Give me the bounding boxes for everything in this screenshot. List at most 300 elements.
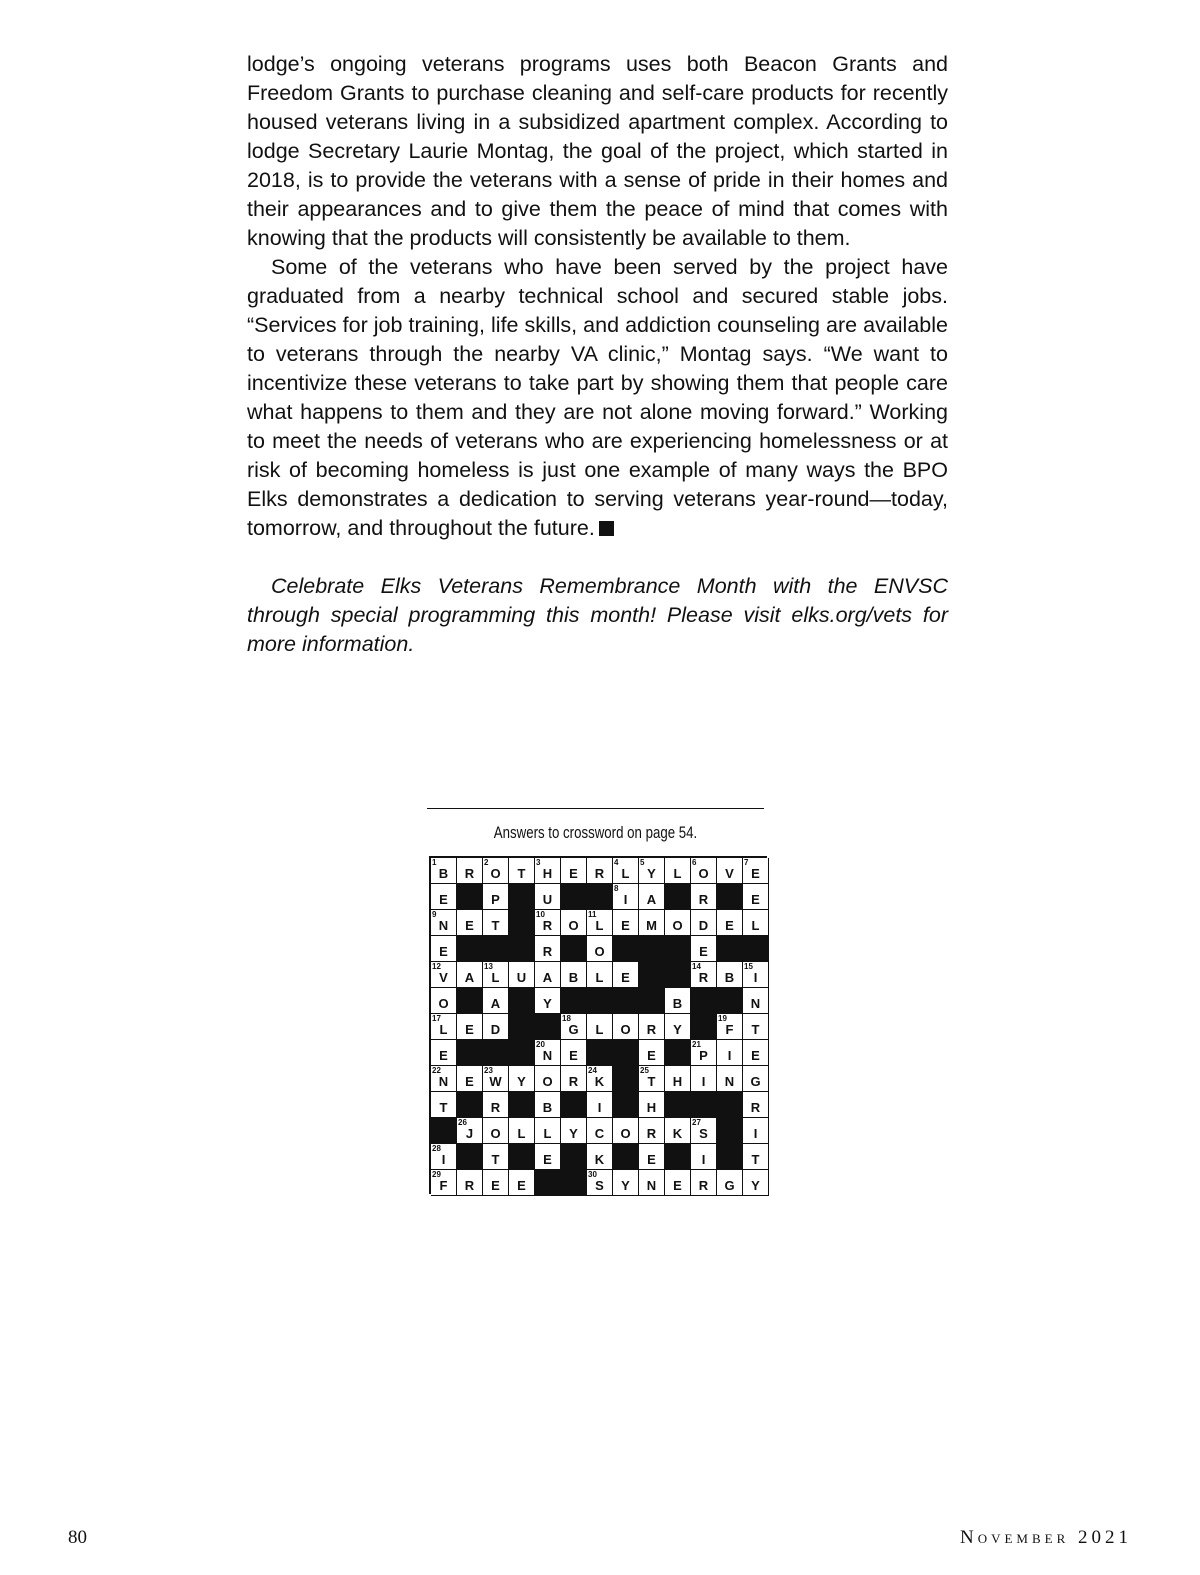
crossword-block [613, 1066, 639, 1092]
crossword-cell [613, 962, 639, 988]
crossword-cell [535, 1040, 561, 1066]
answer-letter: O [698, 866, 709, 881]
clue-number: 17 [432, 1014, 441, 1023]
clue-number: 23 [484, 1066, 493, 1075]
crossword-cell [431, 1014, 457, 1040]
answer-letter: P [491, 892, 500, 907]
clue-number: 27 [692, 1118, 701, 1127]
crossword-cell [691, 858, 717, 884]
crossword-block [457, 936, 483, 962]
crossword-cell [457, 962, 483, 988]
clue-number: 9 [432, 910, 437, 919]
crossword-cell [509, 1066, 535, 1092]
answer-letter: T [517, 866, 526, 881]
answer-letter: Y [673, 1022, 682, 1037]
answer-letter: E [569, 1048, 578, 1063]
crossword-cell [483, 1092, 509, 1118]
crossword-block [743, 936, 769, 962]
answer-letter: I [753, 1126, 758, 1141]
answer-letter: O [568, 918, 579, 933]
answer-letter: O [490, 866, 501, 881]
crossword-cell [639, 910, 665, 936]
crossword-cell [535, 1118, 561, 1144]
crossword-cell [457, 910, 483, 936]
crossword-cell [613, 884, 639, 910]
crossword-cell [535, 962, 561, 988]
crossword-cell [717, 910, 743, 936]
answer-letter: N [542, 1048, 553, 1063]
answer-letter: N [750, 996, 761, 1011]
answer-letter: E [751, 892, 760, 907]
crossword-block [483, 936, 509, 962]
crossword-block [509, 910, 535, 936]
article-body [247, 50, 948, 659]
answer-letter: Y [517, 1074, 526, 1089]
crossword-cell [431, 1144, 457, 1170]
crossword-block [639, 936, 665, 962]
crossword-cell [483, 1170, 509, 1196]
crossword-block [613, 936, 639, 962]
answer-letter: E [699, 944, 708, 959]
crossword-cell [457, 858, 483, 884]
crossword-cell [509, 1118, 535, 1144]
clue-number: 18 [562, 1014, 571, 1023]
crossword-block [717, 988, 743, 1014]
answer-letter: I [441, 1152, 446, 1167]
crossword-cell [431, 1066, 457, 1092]
crossword-cell [535, 858, 561, 884]
crossword-block [639, 988, 665, 1014]
answer-letter: O [438, 996, 449, 1011]
clue-number: 15 [744, 962, 753, 971]
crossword-cell [587, 910, 613, 936]
crossword-cell [639, 1066, 665, 1092]
answer-letter: L [595, 918, 604, 933]
answer-letter: E [673, 1178, 682, 1193]
answer-letter: D [490, 1022, 501, 1037]
clue-number: 13 [484, 962, 493, 971]
crossword-cell [691, 1170, 717, 1196]
crossword-block [587, 988, 613, 1014]
answer-letter: O [490, 1126, 501, 1141]
crossword-cell [431, 988, 457, 1014]
clue-number: 2 [484, 858, 489, 867]
crossword-cell [587, 962, 613, 988]
crossword-cell [613, 910, 639, 936]
answer-letter: L [595, 970, 604, 985]
clue-number: 24 [588, 1066, 597, 1075]
answer-letter: R [698, 892, 709, 907]
answer-letter: S [595, 1178, 604, 1193]
crossword-cell [587, 1118, 613, 1144]
answer-letter: Y [543, 996, 552, 1011]
crossword-cell [535, 1066, 561, 1092]
crossword-cell [743, 1092, 769, 1118]
crossword-block [509, 936, 535, 962]
clue-number: 29 [432, 1170, 441, 1179]
clue-number: 5 [640, 858, 645, 867]
crossword-cell [639, 1040, 665, 1066]
clue-number: 25 [640, 1066, 649, 1075]
crossword-block [535, 1014, 561, 1040]
crossword-cell [717, 962, 743, 988]
answer-letter: R [464, 1178, 475, 1193]
crossword-cell [535, 1144, 561, 1170]
promo-note: Celebrate Elks Veterans Remembrance Month with the ENVSC through special programming this month! Please visit elks.org/vets for more information. [247, 574, 948, 656]
crossword-cell [483, 1144, 509, 1170]
crossword-cell [743, 1014, 769, 1040]
crossword-cell [483, 884, 509, 910]
answer-letter: B [724, 970, 735, 985]
crossword-block [665, 1144, 691, 1170]
clue-number: 28 [432, 1144, 441, 1153]
crossword-cell [457, 1066, 483, 1092]
crossword-cell [691, 910, 717, 936]
crossword-cell [743, 1144, 769, 1170]
crossword-cell [743, 988, 769, 1014]
answer-letter: R [646, 1126, 657, 1141]
crossword-cell [535, 936, 561, 962]
caption-rule [427, 808, 764, 809]
answer-letter: H [672, 1074, 683, 1089]
crossword-cell [665, 1066, 691, 1092]
answer-letter: K [672, 1126, 683, 1141]
answer-letter: G [568, 1022, 579, 1037]
crossword-cell [535, 910, 561, 936]
answer-letter: E [439, 944, 448, 959]
answer-letter: L [517, 1126, 526, 1141]
crossword-cell [639, 1118, 665, 1144]
crossword-block [613, 1040, 639, 1066]
answer-letter: O [620, 1022, 631, 1037]
crossword-cell [743, 1066, 769, 1092]
answer-letter: L [751, 918, 760, 933]
crossword-cell [717, 1066, 743, 1092]
crossword-answer-grid [429, 856, 767, 1194]
answer-letter: E [517, 1178, 526, 1193]
answer-letter: B [542, 1100, 553, 1115]
answer-letter: I [701, 1152, 706, 1167]
crossword-block [665, 962, 691, 988]
crossword-block [561, 1092, 587, 1118]
answer-letter: E [569, 866, 578, 881]
answer-letter: L [543, 1126, 552, 1141]
answer-letter: K [594, 1074, 605, 1089]
crossword-cell [535, 1092, 561, 1118]
crossword-cell [431, 858, 457, 884]
crossword-block [691, 1092, 717, 1118]
crossword-cell [639, 1144, 665, 1170]
answer-letter: E [439, 1048, 448, 1063]
crossword-caption: Answers to crossword on page 54. [493, 823, 698, 842]
crossword-cell [431, 936, 457, 962]
crossword-block [613, 1092, 639, 1118]
answer-letter: B [568, 970, 579, 985]
crossword-cell [561, 1040, 587, 1066]
answer-letter: B [672, 996, 683, 1011]
crossword-block [561, 884, 587, 910]
crossword-cell [561, 910, 587, 936]
crossword-cell [561, 858, 587, 884]
answer-letter: G [750, 1074, 761, 1089]
crossword-block [665, 1092, 691, 1118]
clue-number: 19 [718, 1014, 727, 1023]
crossword-cell [509, 1170, 535, 1196]
crossword-block [717, 1144, 743, 1170]
crossword-block [509, 1144, 535, 1170]
answer-letter: S [699, 1126, 708, 1141]
crossword-cell [587, 936, 613, 962]
crossword-block [587, 1040, 613, 1066]
crossword-cell [457, 1170, 483, 1196]
answer-letter: R [542, 944, 553, 959]
answer-letter: E [439, 892, 448, 907]
crossword-cell [691, 884, 717, 910]
answer-letter: L [673, 866, 682, 881]
crossword-block [509, 1092, 535, 1118]
crossword-block [691, 1014, 717, 1040]
crossword-cell [639, 1092, 665, 1118]
clue-number: 3 [536, 858, 541, 867]
crossword-block [665, 1040, 691, 1066]
crossword-cell [665, 1170, 691, 1196]
crossword-block [639, 962, 665, 988]
crossword-cell [639, 884, 665, 910]
crossword-block [561, 1170, 587, 1196]
answer-letter: E [621, 918, 630, 933]
clue-number: 4 [614, 858, 619, 867]
answer-letter: E [491, 1178, 500, 1193]
answer-letter: A [646, 892, 657, 907]
crossword-cell [743, 962, 769, 988]
crossword-cell [587, 1144, 613, 1170]
page-number: 80 [68, 1527, 87, 1548]
crossword-cell [613, 1170, 639, 1196]
crossword-cell [743, 884, 769, 910]
crossword-block [483, 1040, 509, 1066]
answer-letter: N [438, 1074, 449, 1089]
answer-letter: O [672, 918, 683, 933]
clue-number: 30 [588, 1170, 597, 1179]
answer-letter: H [542, 866, 553, 881]
crossword-cell [561, 1014, 587, 1040]
answer-letter: T [751, 1022, 760, 1037]
crossword-block [665, 936, 691, 962]
answer-letter: E [725, 918, 734, 933]
answer-letter: H [646, 1100, 657, 1115]
answer-letter: E [647, 1048, 656, 1063]
answer-letter: E [751, 1048, 760, 1063]
crossword-block [431, 1118, 457, 1144]
clue-number: 14 [692, 962, 701, 971]
crossword-cell [743, 858, 769, 884]
crossword-cell [639, 858, 665, 884]
crossword-cell [587, 1092, 613, 1118]
crossword-cell [561, 1118, 587, 1144]
issue-date: November 2021 [959, 1527, 1132, 1548]
answer-letter: R [646, 1022, 657, 1037]
crossword-cell [743, 1118, 769, 1144]
answer-letter: K [594, 1152, 605, 1167]
crossword-block [717, 884, 743, 910]
crossword-block [509, 1040, 535, 1066]
crossword-cell [691, 1118, 717, 1144]
answer-letter: L [439, 1022, 448, 1037]
answer-letter: Y [751, 1178, 760, 1193]
answer-letter: R [594, 866, 605, 881]
answer-letter: Y [647, 866, 656, 881]
crossword-cell [483, 1014, 509, 1040]
crossword-block [535, 1170, 561, 1196]
crossword-cell [717, 1170, 743, 1196]
crossword-cell [639, 1014, 665, 1040]
article-paragraph-1: lodge’s ongoing veterans programs uses both Beacon Grants and Freedom Grants to purchase cleaning and self-care products for recently housed veterans living in a subsidized apartment complex. According to lodge Secretary Laurie Montag, the goal of the project, which started in 2018, is to provide the veterans with a sense of pride in their homes and their appearances and to give them the peace of mind that comes with knowing that the products will consistently be available to them. [247, 52, 948, 250]
crossword-cell [561, 962, 587, 988]
clue-number: 6 [692, 858, 697, 867]
answer-letter: E [465, 1074, 474, 1089]
clue-number: 20 [536, 1040, 545, 1049]
answer-letter: O [620, 1126, 631, 1141]
answer-letter: L [491, 970, 500, 985]
crossword-cell [665, 1118, 691, 1144]
crossword-cell [613, 1118, 639, 1144]
clue-number: 7 [744, 858, 749, 867]
crossword-block [717, 1092, 743, 1118]
answer-letter: L [595, 1022, 604, 1037]
crossword-cell [457, 1118, 483, 1144]
crossword-block [457, 1040, 483, 1066]
crossword-cell [743, 1040, 769, 1066]
answer-letter: T [491, 918, 500, 933]
answer-letter: O [594, 944, 605, 959]
crossword-cell [561, 1066, 587, 1092]
answer-letter: U [516, 970, 527, 985]
answer-letter: B [438, 866, 449, 881]
answer-letter: N [724, 1074, 735, 1089]
clue-number: 1 [432, 858, 437, 867]
crossword-block [457, 884, 483, 910]
crossword-cell [431, 884, 457, 910]
crossword-cell [483, 988, 509, 1014]
answer-letter: Y [621, 1178, 630, 1193]
crossword-block [561, 988, 587, 1014]
crossword-block [509, 988, 535, 1014]
crossword-block [613, 988, 639, 1014]
answer-letter: R [464, 866, 475, 881]
answer-letter: R [698, 970, 709, 985]
crossword-cell [613, 1014, 639, 1040]
answer-letter: T [751, 1152, 760, 1167]
answer-letter: P [699, 1048, 708, 1063]
answer-letter: E [647, 1152, 656, 1167]
answer-letter: L [621, 866, 630, 881]
answer-letter: I [727, 1048, 732, 1063]
answer-letter: E [543, 1152, 552, 1167]
crossword-cell [483, 1118, 509, 1144]
answer-letter: I [701, 1074, 706, 1089]
crossword-cell [587, 858, 613, 884]
answer-letter: N [438, 918, 449, 933]
crossword-block [691, 988, 717, 1014]
crossword-cell [431, 1170, 457, 1196]
crossword-cell [535, 988, 561, 1014]
answer-letter: F [439, 1178, 448, 1193]
crossword-cell [665, 910, 691, 936]
crossword-cell [717, 1014, 743, 1040]
answer-letter: E [465, 1022, 474, 1037]
answer-letter: T [647, 1074, 656, 1089]
crossword-cell [535, 884, 561, 910]
crossword-cell [483, 1066, 509, 1092]
crossword-cell [665, 988, 691, 1014]
crossword-cell [691, 1144, 717, 1170]
answer-letter: Y [569, 1126, 578, 1141]
answer-letter: E [621, 970, 630, 985]
crossword-block [717, 936, 743, 962]
answer-letter: T [491, 1152, 500, 1167]
answer-letter: U [542, 892, 553, 907]
crossword-cell [613, 858, 639, 884]
clue-number: 26 [458, 1118, 467, 1127]
crossword-cell [691, 936, 717, 962]
answer-letter: W [489, 1074, 502, 1089]
article-paragraph-2-text: Some of the veterans who have been served by the project have graduated from a nearby technical school and secured stable jobs. “Services for job training, life skills, and addiction counseling are available to veterans through the nearby VA clinic,” Montag says. “We want to incentivize these veterans to take part by showing them that people care what happens to them and they are not alone moving forward.” Working to meet the needs of veterans who are experiencing homelessness or at risk of becoming homeless is just one example of many ways the BPO Elks demonstrates a dedication to serving veterans year-round—today, tomorrow, and throughout the future. [247, 255, 948, 540]
answer-letter: I [623, 892, 628, 907]
article-paragraph-2 [247, 253, 948, 543]
crossword-cell [509, 858, 535, 884]
crossword-cell [431, 1040, 457, 1066]
crossword-cell [509, 962, 535, 988]
crossword-cell [483, 962, 509, 988]
answer-letter: V [725, 866, 734, 881]
crossword-cell [587, 1014, 613, 1040]
crossword-block [457, 1144, 483, 1170]
crossword-cell [483, 910, 509, 936]
crossword-cell [431, 910, 457, 936]
answer-letter: C [594, 1126, 605, 1141]
crossword-block [717, 1118, 743, 1144]
answer-letter: R [568, 1074, 579, 1089]
crossword-cell [717, 858, 743, 884]
answer-letter: R [490, 1100, 501, 1115]
clue-number: 21 [692, 1040, 701, 1049]
answer-letter: R [542, 918, 553, 933]
answer-letter: A [464, 970, 475, 985]
answer-letter: E [465, 918, 474, 933]
crossword-cell [743, 910, 769, 936]
crossword-cell [587, 1066, 613, 1092]
answer-letter: J [465, 1126, 474, 1141]
crossword-cell [691, 962, 717, 988]
answer-letter: R [698, 1178, 709, 1193]
crossword-cell [457, 1014, 483, 1040]
clue-number: 11 [588, 910, 597, 919]
answer-letter: I [597, 1100, 602, 1115]
crossword-block [587, 884, 613, 910]
clue-number: 12 [432, 962, 441, 971]
answer-letter: M [646, 918, 657, 933]
answer-letter: N [646, 1178, 657, 1193]
answer-letter: A [542, 970, 553, 985]
crossword-block [561, 936, 587, 962]
crossword-cell [431, 1092, 457, 1118]
answer-letter: E [751, 866, 760, 881]
answer-letter: D [698, 918, 709, 933]
answer-letter: O [542, 1074, 553, 1089]
clue-number: 10 [536, 910, 545, 919]
crossword-block [561, 1144, 587, 1170]
crossword-cell [691, 1066, 717, 1092]
